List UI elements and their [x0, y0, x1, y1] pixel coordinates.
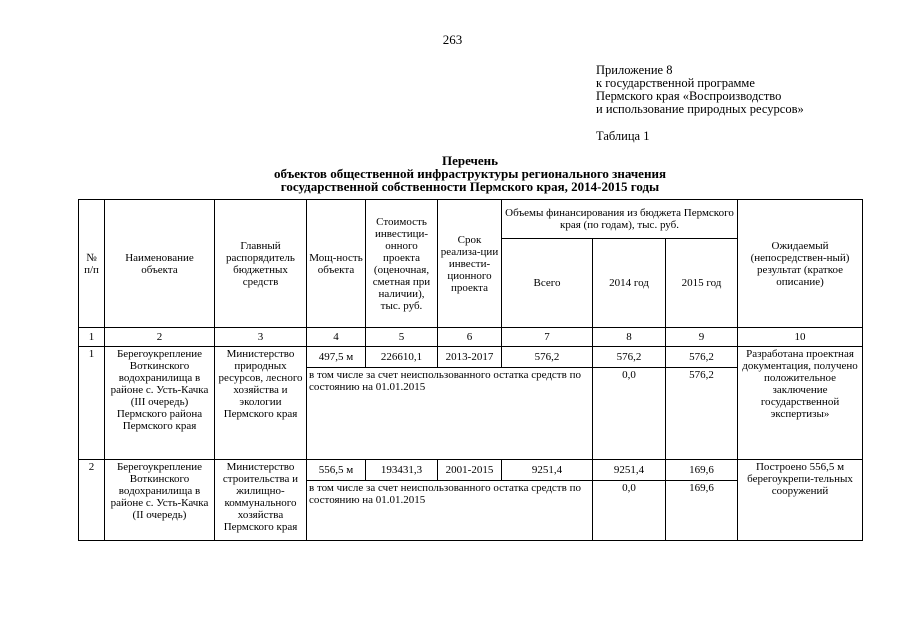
header-2015: 2015 год: [666, 239, 738, 328]
table-row: [79, 460, 863, 481]
appendix-line: к государственной программе: [596, 76, 755, 90]
header-manager: Главный распорядитель бюджетных средств: [215, 200, 307, 328]
appendix-line: Пермского края «Воспроизводство: [596, 89, 782, 103]
row-2014: 576,2: [593, 347, 666, 368]
row-cost: 226610,1: [366, 347, 438, 368]
row-cost: 193431,3: [366, 460, 438, 481]
row-name: Берегоукрепление Воткинского водохранилища в районе с. Усть-Качка (II очередь): [105, 460, 215, 541]
row-result: Построено 556,5 м берегоукрепи-тельных сооружений: [738, 460, 863, 541]
row-sub-text: в том числе за счет неиспользованного остатка средств по состоянию на 01.01.2015: [307, 368, 593, 460]
title-line: объектов общественной инфраструктуры регионального значения: [274, 166, 666, 181]
title-line: государственной собственности Пермского края, 2014-2015 годы: [280, 179, 660, 194]
row-capacity: 497,5 м: [307, 347, 366, 368]
appendix-note: [596, 64, 804, 116]
row-total: 9251,4: [502, 460, 593, 481]
row-sub-2015: 169,6: [666, 481, 738, 541]
header-row: [79, 200, 863, 239]
row-capacity: 556,5 м: [307, 460, 366, 481]
column-number: 7: [502, 328, 593, 347]
column-number: 4: [307, 328, 366, 347]
column-number: 1: [79, 328, 105, 347]
row-manager: Министерство природных ресурсов, лесного хозяйства и экологии Пермского края: [215, 347, 307, 460]
document-title: [0, 154, 905, 193]
row-name: Берегоукрепление Воткинского водохранилища в районе с. Усть-Качка (III очередь) Пермского района Пермского края: [105, 347, 215, 460]
header-result: Ожидаемый (непосредствен-ный) результат (краткое описание): [738, 200, 863, 328]
column-number: 8: [593, 328, 666, 347]
header-term: Срок реализа-ции инвести-ционного проекта: [438, 200, 502, 328]
row-num: 1: [79, 347, 105, 460]
header-funding: Объемы финансирования из бюджета Пермского края (по годам), тыс. руб.: [502, 200, 738, 239]
objects-table: [78, 199, 863, 541]
row-term: 2001-2015: [438, 460, 502, 481]
column-number: 2: [105, 328, 215, 347]
row-term: 2013-2017: [438, 347, 502, 368]
row-manager: Министерство строительства и жилищно-коммунального хозяйства Пермского края: [215, 460, 307, 541]
row-sub-2015: 576,2: [666, 368, 738, 460]
column-number: 9: [666, 328, 738, 347]
header-capacity: Мощ-ность объекта: [307, 200, 366, 328]
title-line: Перечень: [441, 153, 499, 168]
appendix-line: Приложение 8: [596, 63, 673, 77]
appendix-line: и использование природных ресурсов»: [596, 102, 804, 116]
header-cost: Стоимость инвестици-онного проекта (оценочная, сметная при наличии), тыс. руб.: [366, 200, 438, 328]
table-label: Таблица 1: [596, 129, 650, 143]
row-sub-2014: 0,0: [593, 481, 666, 541]
row-2015: 576,2: [666, 347, 738, 368]
column-number: 6: [438, 328, 502, 347]
header-num: № п/п: [79, 200, 105, 328]
column-number-row: [79, 328, 863, 347]
column-number: 5: [366, 328, 438, 347]
header-total: Всего: [502, 239, 593, 328]
page-number: 263: [442, 32, 463, 47]
row-result: Разработана проектная документация, получено положительное заключение государственной экспертизы»: [738, 347, 863, 460]
column-number: 3: [215, 328, 307, 347]
row-2014: 9251,4: [593, 460, 666, 481]
row-total: 576,2: [502, 347, 593, 368]
row-sub-2014: 0,0: [593, 368, 666, 460]
row-num: 2: [79, 460, 105, 541]
row-sub-text: в том числе за счет неиспользованного остатка средств по состоянию на 01.01.2015: [307, 481, 593, 541]
table-row: [79, 347, 863, 368]
header-name: Наименование объекта: [105, 200, 215, 328]
column-number: 10: [738, 328, 863, 347]
header-2014: 2014 год: [593, 239, 666, 328]
row-2015: 169,6: [666, 460, 738, 481]
